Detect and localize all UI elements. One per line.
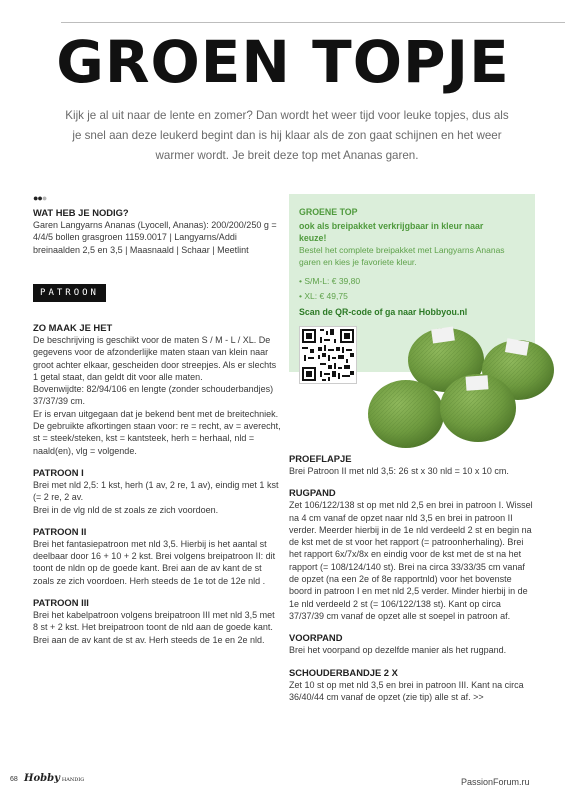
kit-body: Bestel het complete breipakket met Langyarns Ananas garen en kies je favoriete kleur. xyxy=(299,245,505,267)
materials-text: Garen Langyarns Ananas (Lyocell, Ananas): 200/200/250 g = 4/4/5 bollen grasgroen 1159.0017 | Langyarns/Addi breinaalden 2,5 en 3,5 | Maasnaald | Schaar | Meetlint xyxy=(33,220,277,255)
patroon1-heading: PATROON I xyxy=(33,466,84,478)
yarn-ball-4 xyxy=(440,374,516,442)
watermark: PassionForum.ru xyxy=(461,777,530,787)
intro-text: Kijk je al uit naar de lente en zomer? Dan wordt het weer tijd voor leuke topjes, dus als je snel aan deze leukerd begint dan is hij klaar als de zon gaat schijnen en het weer warmer wordt. Je breit deze top met Ananas garen. xyxy=(65,109,509,162)
patroon1-text-2: Brei in de vlg nld de st zoals ze zich voordoen. xyxy=(33,504,219,515)
patroon-label: PATROON xyxy=(33,284,106,302)
kit-price-2: • XL: € 49,75 xyxy=(299,291,348,301)
difficulty-rating xyxy=(33,193,46,203)
kit-title: GROENE TOP xyxy=(299,207,358,217)
yarn-ball-3 xyxy=(368,380,444,448)
materials-section xyxy=(33,207,281,256)
kit-subtitle: ook als breipakket verkrijgbaar in kleur naar keuze! xyxy=(299,221,484,243)
kit-price-1: • S/M-L: € 39,80 xyxy=(299,276,361,286)
proeflapje-heading: PROEFLAPJE xyxy=(289,453,352,464)
patroon3-text: Brei het kabelpatroon volgens breipatroon III met nld 3,5 met 8 st + 2 kst. Het breipatroon toont de nld aan de goede kant. Brei aan de av kant de st av. Herh steeds de 1e en 2e nld. xyxy=(33,610,275,645)
voorpand-heading: VOORPAND xyxy=(289,632,343,644)
patroon3-heading: PATROON III xyxy=(33,597,89,609)
proeflapje-text: Brei Patroon II met nld 3,5: 26 st x 30 nld = 10 x 10 cm. xyxy=(289,466,509,476)
rugpand-text: Zet 106/122/138 st op met nld 2,5 en brei in patroon I. Wissel na 4 cm vanaf de opzet naar nld 3,5 en brei in patroon II verder. Meerder hierbij in de 1e nld verdeeld 2 st en begin na de kst met de st voor het rapport (= patroonherhaling). Brei het rapport 6x/7x/8x en eindig voor de kst met de st na het rapport (= 108/124/140 st). Brei na circa 33/33/35 cm vanaf de opzet (na een 2e of 8e rapportnld) voor het bovenste boord in patroon I en met nld 2,5 verder. Minder hierbij in de 1e nld verdeeld 2 st (= 106/122/138 st). Kant op circa 37/37/39 cm vanaf de opzet alle st soepel in patroon af. xyxy=(289,500,533,621)
schouderbandje-heading: SCHOUDERBANDJE 2 X xyxy=(289,666,398,678)
logo-text: Hobby xyxy=(24,773,60,784)
rugpand-heading: RUGPAND xyxy=(289,487,336,499)
zomaak-text-1: De beschrijving is geschikt voor de maten S / M - L / XL. De gegevens voor de afzonderlijke maten staan van klein naar groot achter elkaar, gescheiden door streepjes. Als er slechts 1 getal staat, dan geldt dit voor alle maten. xyxy=(33,335,277,382)
yarn-balls-image xyxy=(368,322,558,452)
magazine-logo xyxy=(24,773,84,784)
page-title: GROEN TOPJE xyxy=(56,28,510,96)
patroon2-text: Brei het fantasiepatroon met nld 3,5. Hierbij is het aantal st deelbaar door 16 + 10 + 2 kst. Brei volgens breipatroon II: dit toont de nldn op de goede kant. Brei aan de av kant de st zoals ze zich voordoen. Herh steeds de 1e tot de 12e nld . xyxy=(33,538,276,586)
difficulty-filled: ●● xyxy=(33,193,42,203)
zomaak-text-2: Bovenwijdte: 82/94/106 en lengte (zonder schouderbandjes) 37/37/39 cm. xyxy=(33,384,274,407)
schouderbandje-text: Zet 10 st op met nld 3,5 en brei in patroon III. Kant na circa 36/40/44 cm vanaf de opzet (zie tip) alle st af. >> xyxy=(289,679,524,702)
kit-cta[interactable]: Scan de QR-code of ga naar Hobbyou.nl xyxy=(299,307,468,317)
top-rule xyxy=(61,22,565,23)
voorpand-text: Brei het voorpand op dezelfde manier als het rugpand. xyxy=(289,645,507,656)
instructions-right xyxy=(289,453,537,703)
zomaak-heading: ZO MAAK JE HET xyxy=(33,322,113,333)
instructions-left xyxy=(33,322,281,646)
materials-heading: WAT HEB JE NODIG? xyxy=(33,207,129,218)
page-number: 68 xyxy=(10,776,18,783)
qr-code-icon[interactable] xyxy=(299,326,357,384)
difficulty-empty: ● xyxy=(41,193,47,203)
patroon1-text-1: Brei met nld 2,5: 1 kst, herh (1 av, 2 re, 1 av), eindig met 1 kst (= 2 re, 2 av. xyxy=(33,479,279,503)
zomaak-text-3: Er is ervan uitgegaan dat je bekend bent met de breitechniek. De gebruikte afkortingen staan voor: re = recht, av = averecht, st = steek/steken, kst = kantsteek, herh = herhaal, nld = naald(en), vlg = volgende. xyxy=(33,408,281,456)
patroon2-heading: PATROON II xyxy=(33,525,87,537)
logo-subtext: HANDIG xyxy=(61,777,85,783)
